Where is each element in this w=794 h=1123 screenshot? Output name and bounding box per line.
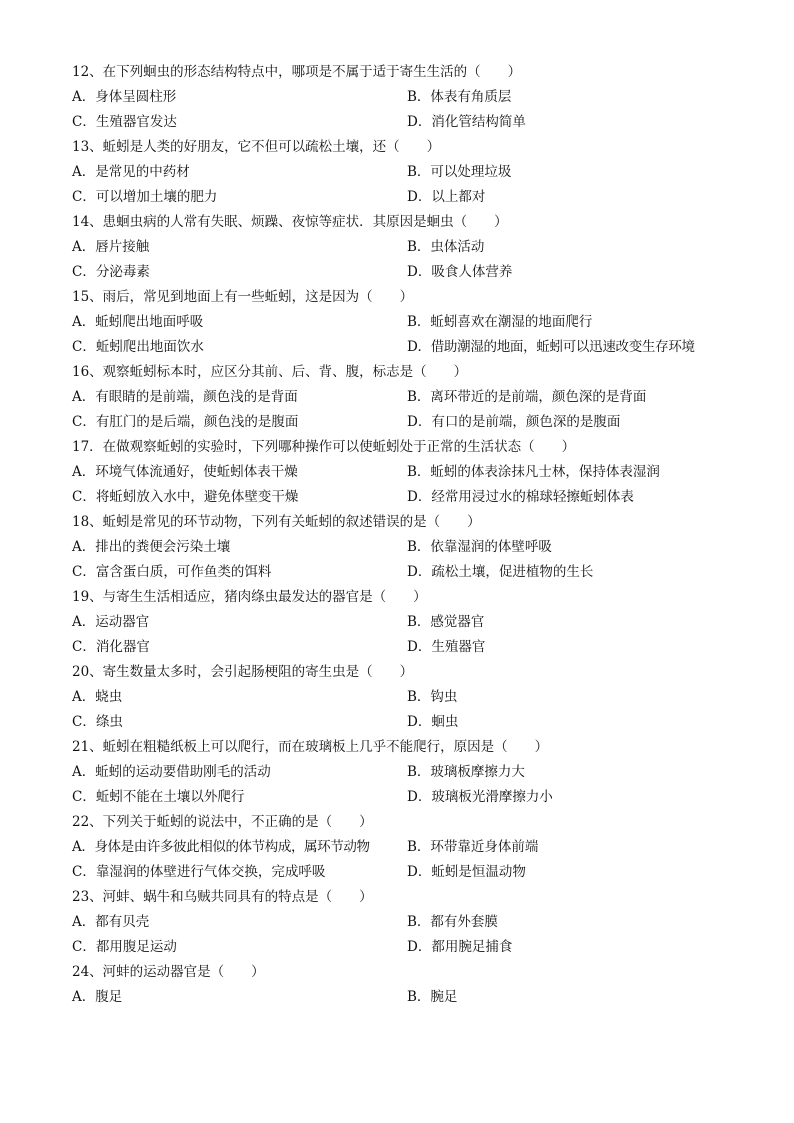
question-20-stem: 20、寄生数量太多时，会引起肠梗阻的寄生虫是（ ）: [72, 664, 414, 680]
option-c: C．富含蛋白质，可作鱼类的饵料: [72, 564, 272, 580]
option-row: [72, 860, 734, 885]
option-row: [72, 160, 734, 185]
option-b: B．蚯蚓喜欢在潮湿的地面爬行: [407, 314, 593, 330]
question-12-stem: 12、在下列蛔虫的形态结构特点中，哪项是不属于适于寄生生活的（ ）: [72, 64, 522, 80]
option-row: [72, 535, 734, 560]
option-row: [72, 410, 734, 435]
option-row: [72, 635, 734, 660]
question-16-stem: 16、观察蚯蚓标本时，应区分其前、后、背、腹，标志是（ ）: [72, 364, 468, 380]
option-row: [72, 760, 734, 785]
question-stem: [72, 585, 734, 610]
option-d: D．消化管结构简单: [407, 114, 526, 130]
question-stem: [72, 435, 734, 460]
question-15-stem: 15、雨后，常见到地面上有一些蚯蚓，这是因为（ ）: [72, 289, 414, 305]
option-d: D．玻璃板光滑摩擦力小: [407, 789, 553, 805]
option-c: C．消化器官: [72, 639, 150, 655]
option-c: C．都用腹足运动: [72, 939, 177, 955]
option-row: [72, 235, 734, 260]
option-a: A．身体是由许多彼此相似的体节构成，属环节动物: [72, 839, 370, 855]
option-a: A．身体呈圆柱形: [72, 89, 177, 105]
option-b: B．可以处理垃圾: [407, 164, 512, 180]
option-c: C．可以增加土壤的肥力: [72, 189, 218, 205]
question-22-stem: 22、下列关于蚯蚓的说法中，不正确的是（ ）: [72, 814, 373, 830]
option-row: [72, 260, 734, 285]
option-c: C．将蚯蚓放入水中，避免体壁变干燥: [72, 489, 299, 505]
option-b: B．感觉器官: [407, 614, 485, 630]
option-c: C．分泌毒素: [72, 264, 150, 280]
question-stem: [72, 960, 734, 985]
option-d: D．蛔虫: [407, 714, 459, 730]
option-b: B．依靠湿润的体壁呼吸: [407, 539, 552, 555]
option-d: D．吸食人体营养: [407, 264, 513, 280]
question-17-stem: 17．在做观察蚯蚓的实验时，下列哪种操作可以使蚯蚓处于正常的生活状态（ ）: [72, 439, 576, 455]
question-stem: [72, 210, 734, 235]
option-b: B．虫体活动: [407, 239, 485, 255]
option-row: [72, 385, 734, 410]
question-stem: [72, 60, 734, 85]
option-c: C．蚯蚓爬出地面饮水: [72, 339, 204, 355]
option-row: [72, 185, 734, 210]
option-b: B．都有外套膜: [407, 914, 498, 930]
question-19-stem: 19、与寄生生活相适应，猪肉绦虫最发达的器官是（ ）: [72, 589, 427, 605]
option-b: B．钩虫: [407, 689, 458, 705]
question-23-stem: 23、河蚌、蜗牛和乌贼共同具有的特点是（ ）: [72, 889, 373, 905]
option-row: [72, 560, 734, 585]
option-a: A．蚯蚓爬出地面呼吸: [72, 314, 204, 330]
question-stem: [72, 885, 734, 910]
option-d: D．都用腕足捕食: [407, 939, 513, 955]
option-d: D．借助潮湿的地面，蚯蚓可以迅速改变生存环境: [407, 339, 695, 355]
option-a: A．排出的粪便会污染土壤: [72, 539, 231, 555]
option-a: A．都有贝壳: [72, 914, 150, 930]
question-stem: [72, 135, 734, 160]
question-stem: [72, 285, 734, 310]
option-d: D．疏松土壤，促进植物的生长: [407, 564, 594, 580]
option-c: C．有肛门的是后端，颜色浅的是腹面: [72, 414, 299, 430]
question-stem: [72, 360, 734, 385]
question-stem: [72, 660, 734, 685]
option-row: [72, 710, 734, 735]
option-row: [72, 835, 734, 860]
option-a: A．唇片接触: [72, 239, 150, 255]
question-18-stem: 18、蚯蚓是常见的环节动物，下列有关蚯蚓的叙述错误的是（ ）: [72, 514, 481, 530]
option-c: C．蚯蚓不能在土壤以外爬行: [72, 789, 245, 805]
option-b: B．玻璃板摩擦力大: [407, 764, 525, 780]
option-d: D．蚯蚓是恒温动物: [407, 864, 526, 880]
option-a: A．蛲虫: [72, 689, 123, 705]
option-b: B．蚯蚓的体表涂抹凡士林，保持体表湿润: [407, 464, 660, 480]
option-a: A．有眼睛的是前端，颜色浅的是背面: [72, 389, 298, 405]
option-row: [72, 685, 734, 710]
option-b: B．体表有角质层: [407, 89, 512, 105]
question-stem: [72, 735, 734, 760]
option-row: [72, 610, 734, 635]
option-d: D．有口的是前端，颜色深的是腹面: [407, 414, 621, 430]
option-a: A．是常见的中药材: [72, 164, 190, 180]
option-b: B．离环带近的是前端，颜色深的是背面: [407, 389, 647, 405]
question-21-stem: 21、蚯蚓在粗糙纸板上可以爬行，而在玻璃板上几乎不能爬行，原因是（ ）: [72, 739, 549, 755]
question-14-stem: 14、患蛔虫病的人常有失眠、烦躁、夜惊等症状．其原因是蛔虫（ ）: [72, 214, 508, 230]
question-stem: [72, 510, 734, 535]
option-b: B．环带靠近身体前端: [407, 839, 539, 855]
option-a: A．蚯蚓的运动要借助刚毛的活动: [72, 764, 271, 780]
option-d: D．以上都对: [407, 189, 486, 205]
option-a: A．运动器官: [72, 614, 150, 630]
option-c: C．绦虫: [72, 714, 123, 730]
question-13-stem: 13、蚯蚓是人类的好朋友，它不但可以疏松土壤，还（ ）: [72, 139, 441, 155]
option-c: C．生殖器官发达: [72, 114, 177, 130]
option-d: D．生殖器官: [407, 639, 486, 655]
option-row: [72, 85, 734, 110]
option-b: B．腕足: [407, 989, 458, 1005]
option-row: [72, 785, 734, 810]
option-row: [72, 985, 734, 1010]
option-a: A．腹足: [72, 989, 123, 1005]
option-c: C．靠湿润的体壁进行气体交换，完成呼吸: [72, 864, 326, 880]
option-row: [72, 310, 734, 335]
option-row: [72, 460, 734, 485]
option-row: [72, 935, 734, 960]
option-row: [72, 110, 734, 135]
question-stem: [72, 810, 734, 835]
question-24-stem: 24、河蚌的运动器官是（ ）: [72, 964, 265, 980]
option-row: [72, 485, 734, 510]
option-d: D．经常用浸过水的棉球轻擦蚯蚓体表: [407, 489, 634, 505]
option-row: [72, 335, 734, 360]
option-a: A．环境气体流通好，使蚯蚓体表干燥: [72, 464, 298, 480]
option-row: [72, 910, 734, 935]
